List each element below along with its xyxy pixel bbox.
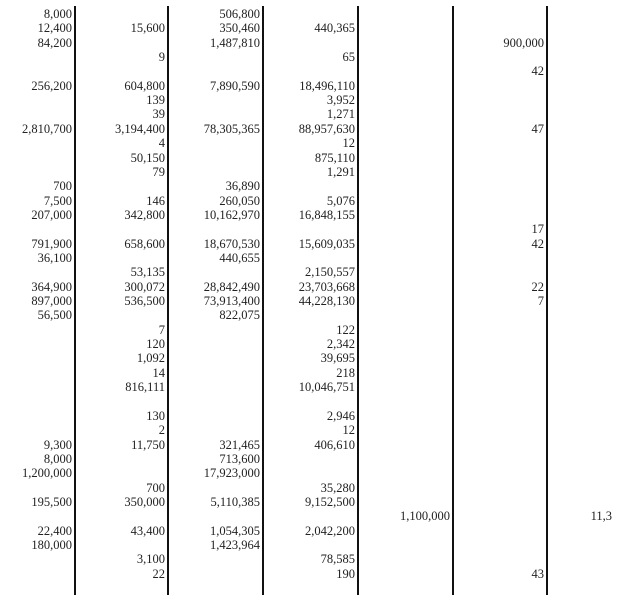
table-cell: 120 — [146, 337, 165, 352]
table-row — [0, 466, 620, 480]
table-cell: 875,110 — [314, 150, 355, 165]
table-cell: 897,000 — [31, 294, 72, 308]
table-cell: 17 — [531, 222, 544, 237]
table-cell: 130 — [146, 408, 165, 423]
table-row — [0, 280, 620, 294]
table-cell: 18,670,530 — [203, 236, 260, 251]
table-cell: 17,923,000 — [203, 466, 260, 481]
table-cell: 10,162,970 — [203, 207, 260, 222]
table-row — [0, 7, 620, 21]
table-row — [0, 179, 620, 193]
table-cell: 658,600 — [124, 236, 165, 251]
table-cell: 73,913,400 — [203, 294, 260, 308]
table-cell: 1,100,000 — [400, 509, 450, 524]
table-cell: 42 — [531, 64, 544, 79]
table-cell: 22 — [531, 279, 544, 294]
table-row — [0, 21, 620, 35]
table-cell: 3,100 — [136, 552, 165, 567]
table-cell: 260,050 — [219, 193, 260, 208]
table-cell: 5,110,385 — [210, 494, 260, 509]
table-cell: 816,111 — [125, 380, 165, 395]
table-row — [0, 509, 620, 523]
table-cell: 43 — [531, 566, 544, 581]
table-row — [0, 251, 620, 265]
table-cell: 44,228,130 — [298, 294, 355, 308]
table-row — [0, 50, 620, 64]
table-cell: 2,150,557 — [305, 265, 355, 280]
table-row — [0, 567, 620, 581]
table-cell: 42 — [531, 236, 544, 251]
table-cell: 4 — [158, 136, 165, 151]
table-cell: 36,890 — [225, 179, 260, 194]
table-cell: 39,695 — [320, 351, 355, 366]
table-cell: 440,365 — [314, 21, 355, 36]
table-row — [0, 165, 620, 179]
table-cell: 604,800 — [124, 78, 165, 93]
table-cell: 9,300 — [43, 437, 72, 452]
table-cell: 2,042,200 — [305, 523, 355, 538]
table-cell: 78,585 — [320, 552, 355, 567]
table-row — [0, 481, 620, 495]
table-cell: 122 — [336, 322, 355, 337]
table-row — [0, 524, 620, 538]
table-cell: 256,200 — [31, 78, 72, 93]
table-cell: 43,400 — [130, 523, 165, 538]
table-row — [0, 495, 620, 509]
table-cell: 5,076 — [326, 193, 355, 208]
table-cell: 1,200,000 — [22, 466, 72, 481]
table-cell: 2 — [158, 423, 165, 438]
table-cell: 35,280 — [320, 480, 355, 495]
table-cell: 350,000 — [124, 494, 165, 509]
table-row — [0, 538, 620, 552]
table-row — [0, 423, 620, 437]
table-row — [0, 107, 620, 121]
table-row — [0, 122, 620, 136]
table-cell: 1,423,964 — [210, 537, 260, 552]
table-row — [0, 409, 620, 423]
table-cell: 16,848,155 — [298, 207, 355, 222]
table-cell: 2,810,700 — [22, 121, 72, 136]
table-row — [0, 151, 620, 165]
table-row — [0, 323, 620, 337]
table-row — [0, 366, 620, 380]
table-row — [0, 380, 620, 394]
table-cell: 50,150 — [130, 150, 165, 165]
table-cell: 700 — [53, 179, 72, 194]
table-cell: 7 — [537, 294, 544, 308]
table-cell: 11,750 — [131, 437, 165, 452]
table-cell: 300,072 — [124, 279, 165, 294]
table-cell: 39 — [152, 107, 165, 122]
table-cell: 1,054,305 — [210, 523, 260, 538]
table-cell: 1,271 — [326, 107, 355, 122]
table-row — [0, 452, 620, 466]
table-cell: 8,000 — [43, 7, 72, 21]
table-cell: 2,342 — [326, 337, 355, 352]
table-cell: 218 — [336, 365, 355, 380]
table-cell: 506,800 — [219, 7, 260, 21]
table-cell: 53,135 — [130, 265, 165, 280]
table-cell: 3,952 — [326, 93, 355, 108]
table-cell: 11,3 — [590, 509, 612, 524]
table-cell: 79 — [152, 164, 165, 179]
table-cell: 2,946 — [326, 408, 355, 423]
table-cell: 1,487,810 — [210, 35, 260, 50]
table-cell: 56,500 — [37, 308, 72, 323]
table-row — [0, 351, 620, 365]
table-cell: 7 — [158, 322, 165, 337]
table-cell: 65 — [342, 50, 355, 65]
table-row — [0, 79, 620, 93]
table-row — [0, 552, 620, 566]
table-cell: 350,460 — [219, 21, 260, 36]
table-cell: 8,000 — [43, 451, 72, 466]
table-cell: 1,291 — [326, 164, 355, 179]
table-cell: 23,703,668 — [298, 279, 355, 294]
table-cell: 342,800 — [124, 207, 165, 222]
table-row — [0, 265, 620, 279]
table-cell: 15,600 — [130, 21, 165, 36]
table-cell: 900,000 — [503, 35, 544, 50]
table-cell: 7,500 — [43, 193, 72, 208]
table-row — [0, 394, 620, 408]
table-cell: 22 — [152, 566, 165, 581]
table-cell: 713,600 — [219, 451, 260, 466]
table-cell: 207,000 — [31, 207, 72, 222]
table-cell: 9,152,500 — [305, 494, 355, 509]
table-cell: 364,900 — [31, 279, 72, 294]
table-cell: 36,100 — [37, 250, 72, 265]
table-cell: 139 — [146, 93, 165, 108]
table-cell: 536,500 — [124, 294, 165, 308]
table-row — [0, 64, 620, 78]
table-cell: 3,194,400 — [115, 121, 165, 136]
table-cell: 18,496,110 — [299, 78, 355, 93]
table-cell: 440,655 — [219, 250, 260, 265]
table-cell: 791,900 — [31, 236, 72, 251]
table-cell: 28,842,490 — [203, 279, 260, 294]
table-cell: 14 — [152, 365, 165, 380]
table-cell: 22,400 — [37, 523, 72, 538]
table-cell: 12 — [342, 423, 355, 438]
table-cell: 10,046,751 — [298, 380, 355, 395]
table-row — [0, 337, 620, 351]
table-cell: 78,305,365 — [203, 121, 260, 136]
table-cell: 9 — [158, 50, 165, 65]
table-row — [0, 208, 620, 222]
table-cell: 146 — [146, 193, 165, 208]
table-cell: 1,092 — [136, 351, 165, 366]
table-cell: 822,075 — [219, 308, 260, 323]
table-row — [0, 194, 620, 208]
table-cell: 12 — [342, 136, 355, 151]
table-row — [0, 237, 620, 251]
table-cell: 180,000 — [31, 537, 72, 552]
table-row — [0, 308, 620, 322]
table-cell: 321,465 — [219, 437, 260, 452]
table-cell: 700 — [146, 480, 165, 495]
table-row — [0, 294, 620, 308]
table-row — [0, 222, 620, 236]
table-row — [0, 36, 620, 50]
table-row — [0, 93, 620, 107]
table-cell: 195,500 — [31, 494, 72, 509]
table-row — [0, 438, 620, 452]
table-cell: 406,610 — [314, 437, 355, 452]
table-cell: 88,957,630 — [298, 121, 355, 136]
table-cell: 15,609,035 — [298, 236, 355, 251]
table-cell: 190 — [336, 566, 355, 581]
table-cell: 84,200 — [37, 35, 72, 50]
table-cell: 7,890,590 — [210, 78, 260, 93]
table-row — [0, 136, 620, 150]
table-cell: 12,400 — [37, 21, 72, 36]
table-cell: 47 — [531, 121, 544, 136]
